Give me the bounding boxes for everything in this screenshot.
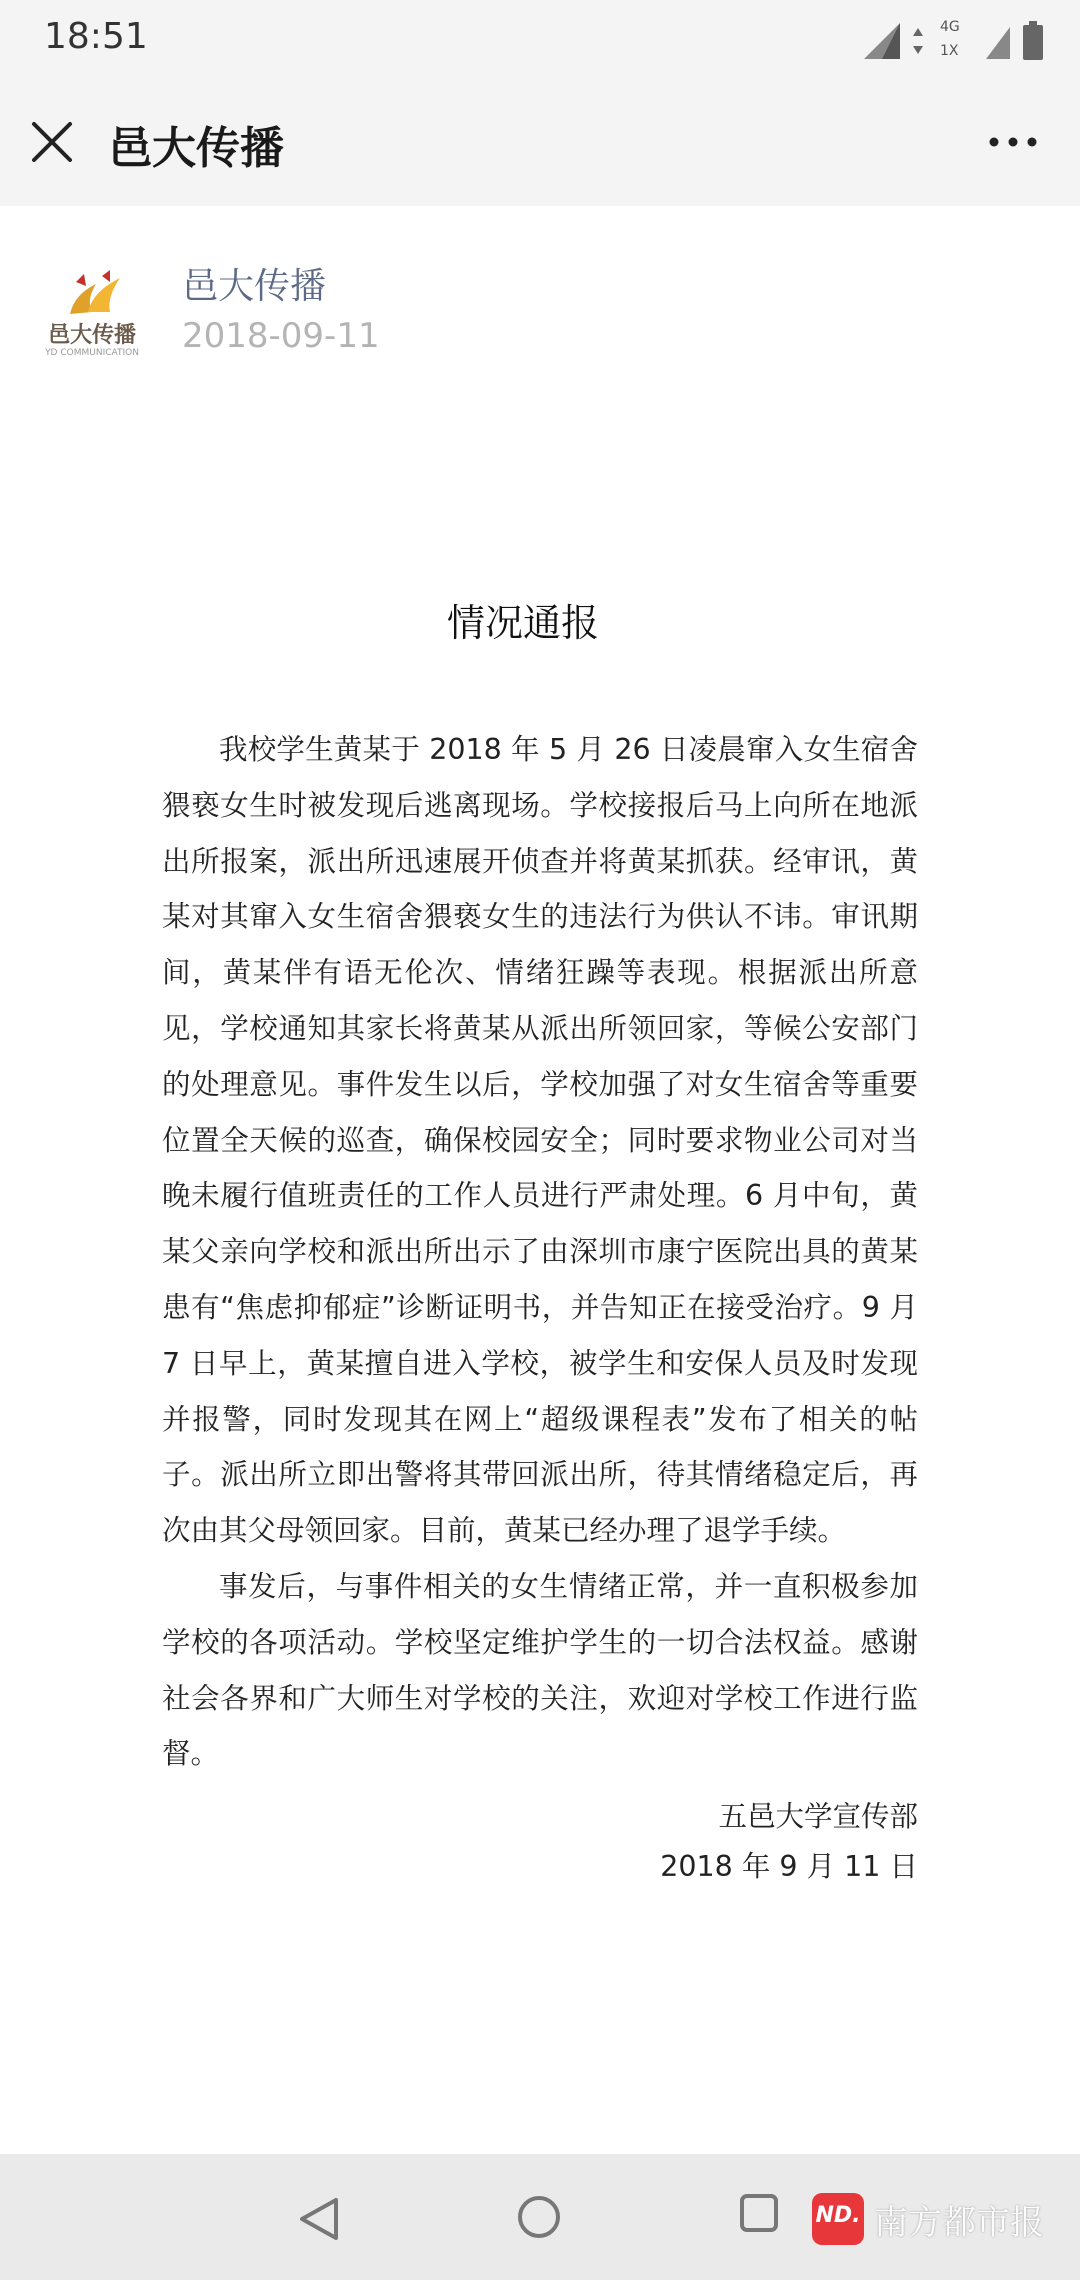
account-name[interactable]: 邑大传播: [182, 266, 327, 307]
notice-paragraph-2: 事发后，与事件相关的女生情绪正常，并一直积极参加学校的各项活动。学校坚定维护学生的一切合法权益。感谢社会各界和广大师生对学校的关注，欢迎对学校工作进行监督。: [162, 1569, 918, 1771]
network-label-4g: 4G: [940, 19, 960, 35]
status-icons: [860, 18, 1044, 64]
signature: [162, 1792, 918, 1892]
more-options-icon[interactable]: [988, 132, 1038, 152]
avatar-subtext: YD COMMUNICATION: [45, 348, 139, 358]
back-triangle-icon[interactable]: [296, 2194, 342, 2244]
notice-body: [162, 722, 918, 1782]
signature-date: 2018 年 9 月 11 日: [660, 1850, 918, 1883]
network-label-1x: 1X: [940, 43, 959, 59]
battery-icon: [1022, 21, 1044, 61]
avatar-text: 邑大传播: [47, 323, 136, 348]
data-arrows-icon: [912, 26, 924, 56]
network-type-icon: [934, 19, 974, 63]
cellular-signal-icon: [860, 21, 902, 61]
close-icon[interactable]: [30, 120, 74, 164]
recent-apps-icon[interactable]: [738, 2192, 780, 2234]
avatar[interactable]: [40, 268, 144, 364]
home-circle-icon[interactable]: [514, 2192, 564, 2242]
watermark-logo-icon: [812, 2193, 864, 2245]
publish-date: 2018-09-11: [182, 316, 380, 356]
title-bar: [0, 82, 1080, 206]
secondary-signal-icon: [984, 21, 1012, 61]
page-title: 邑大传播: [108, 123, 284, 174]
article-header: [0, 206, 1080, 386]
logo-flame-icon: [40, 268, 144, 318]
notice-title: 情况通报: [446, 601, 599, 645]
newspaper-watermark: [812, 2186, 1044, 2252]
signature-org: 五邑大学宣传部: [718, 1800, 918, 1833]
status-bar: [0, 0, 1080, 82]
notice-paragraph-1: 我校学生黄某于 2018 年 5 月 26 日凌晨窜入女生宿舍猥亵女生时被发现后逃离现场。学校接报后马上向所在地派出所报案，派出所迅速展开侦查并将黄某抓获。经审讯，黄某对其窜入女生宿舍猥亵女生的违法行为供认不讳。审讯期间，黄某伴有语无伦次、情绪狂躁等表现。根据派出所意见，学校通知其家长将黄某从派出所领回家，等候公安部门的处理意见。事件发生以后，学校加强了对女生宿舍等重要位置全天候的巡查，确保校园安全；同时要求物业公司对当晚未履行值班责任的工作人员进行严肃处理。6 月中旬，黄某父亲向学校和派出所出示了由深圳市康宁医院出具的黄某患有“焦虑抑郁症”诊断证明书，并告知正在接受治疗。9 月 7 日早上，黄某擅自进入学校，被学生和安保人员及时发现并报警，同时发现其在网上“超级课程表”发布了相关的帖子。派出所立即出警将其带回派出所，待其情绪稳定后，再次由其父母领回家。目前，黄某已经办理了退学手续。: [162, 733, 918, 1548]
status-time: 18:51: [44, 16, 148, 57]
watermark-text: 南方都市报: [874, 2202, 1044, 2243]
watermark-logo-text: ND.: [815, 2203, 861, 2228]
